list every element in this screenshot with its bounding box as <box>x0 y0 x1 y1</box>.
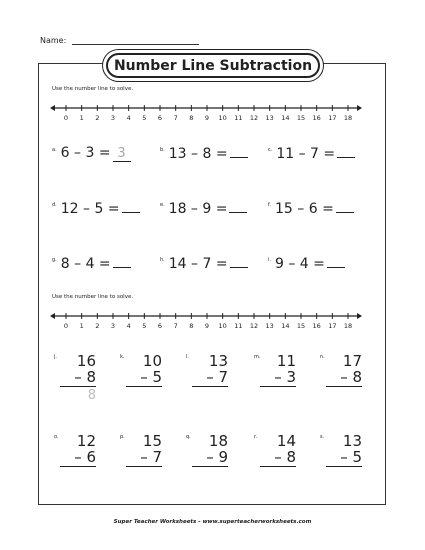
horizontal-problem <box>268 200 354 217</box>
number-line-1-tick-label: 0 <box>63 114 69 122</box>
number-line-1 <box>50 102 362 122</box>
answer-bar <box>60 466 96 467</box>
problem-expression: 15 – 6 = <box>275 201 334 217</box>
problem-label: d. <box>52 202 57 208</box>
subtrahend: – 7 <box>140 448 162 466</box>
number-line-2-tick-label: 13 <box>265 322 274 330</box>
number-line-2-tick-label: 7 <box>173 322 178 330</box>
minuend: 16 <box>76 352 96 370</box>
vertical-problem <box>120 352 166 408</box>
problem-expression: 8 – 4 = <box>60 256 111 272</box>
number-line-2-tick-label: 11 <box>234 322 243 330</box>
number-line-2-tick-label: 9 <box>204 322 210 330</box>
horizontal-problem <box>52 200 140 217</box>
subtrahend: – 9 <box>206 448 228 466</box>
vertical-problem <box>120 432 166 488</box>
number-line-1-arrow-right <box>357 105 362 111</box>
number-line-2-tick-label: 17 <box>328 322 337 330</box>
number-line-1-tick-label: 14 <box>281 114 290 122</box>
footer-credit: Super Teacher Worksheets - www.superteacherworksheets.com <box>113 519 312 525</box>
problem-expression: 14 – 7 = <box>168 256 228 272</box>
number-line-2 <box>50 310 362 330</box>
number-line-2-tick-label: 14 <box>281 322 290 330</box>
minuend: 10 <box>142 352 162 370</box>
problem-label: h. <box>160 257 165 263</box>
answer-blank[interactable] <box>113 255 131 268</box>
number-line-1-tick-label: 11 <box>234 114 243 122</box>
number-line-2-tick-label: 18 <box>343 322 353 330</box>
problem-label: c. <box>268 147 273 153</box>
subtrahend: – 5 <box>140 368 162 386</box>
problem-label: o. <box>54 434 59 440</box>
problem-label: b. <box>160 147 165 153</box>
number-line-1-tick-label: 8 <box>189 114 194 122</box>
problem-expression: 6 – 3 = <box>60 145 111 161</box>
number-line-1-tick-label: 3 <box>110 114 116 122</box>
subtrahend: – 7 <box>206 368 228 386</box>
vertical-problem <box>54 352 100 408</box>
instruction-1: Use the number line to solve. <box>52 86 134 92</box>
answer-blank[interactable] <box>336 200 354 213</box>
number-line-1-tick-label: 7 <box>173 114 178 122</box>
number-line-2-tick-label: 5 <box>142 322 147 330</box>
number-line-1-tick-label: 18 <box>343 114 353 122</box>
number-line-2-tick-label: 4 <box>126 322 131 330</box>
number-line-2-tick-label: 12 <box>249 322 259 330</box>
page-title: Number Line Subtraction <box>106 53 320 78</box>
problem-label: l. <box>186 354 189 360</box>
answer-bar <box>260 386 296 387</box>
answer-blank[interactable] <box>230 145 248 158</box>
answer-blank[interactable] <box>230 255 248 268</box>
answer-blank[interactable] <box>122 200 140 213</box>
problem-label: g. <box>52 257 57 263</box>
answer-bar <box>326 386 362 387</box>
horizontal-problem <box>268 145 355 162</box>
minuend: 18 <box>208 432 228 450</box>
answer-bar <box>192 466 228 467</box>
subtrahend: – 5 <box>340 448 362 466</box>
number-line-1-tick-label: 12 <box>249 114 259 122</box>
number-line-2-tick-label: 6 <box>157 322 163 330</box>
vertical-problem <box>254 432 300 488</box>
number-line-1-tick-label: 10 <box>218 114 227 122</box>
horizontal-problem <box>52 255 131 272</box>
vertical-problem <box>320 432 366 488</box>
answer-bar <box>126 466 162 467</box>
number-line-1-tick-label: 1 <box>79 114 84 122</box>
number-line-2-tick-label: 1 <box>79 322 84 330</box>
number-line-1-tick-label: 6 <box>157 114 163 122</box>
problem-expression: 12 – 5 = <box>60 201 120 217</box>
number-line-2-arrow-right <box>357 313 362 319</box>
number-line-1-tick-label: 4 <box>126 114 131 122</box>
horizontal-problem <box>160 255 248 272</box>
subtrahend: – 3 <box>274 368 296 386</box>
subtrahend: – 6 <box>74 448 96 466</box>
vertical-problem <box>186 352 232 408</box>
problem-label: q. <box>186 434 191 440</box>
problem-label: n. <box>320 354 325 360</box>
problem-label: k. <box>120 354 125 360</box>
problem-label: a. <box>52 147 57 153</box>
problem-label: r. <box>254 434 258 440</box>
answer-blank[interactable] <box>337 145 355 158</box>
number-line-1-tick-label: 15 <box>296 114 306 122</box>
subtrahend: – 8 <box>74 368 96 386</box>
answer-bar <box>192 386 228 387</box>
number-line-2-tick-label: 3 <box>110 322 116 330</box>
vertical-problem <box>254 352 300 408</box>
vertical-problem <box>320 352 366 408</box>
answer-blank[interactable]: 8 <box>87 388 96 403</box>
answer-bar <box>60 386 96 387</box>
problem-label: m. <box>254 354 261 360</box>
answer-bar <box>126 386 162 387</box>
problem-expression: 18 – 9 = <box>168 201 228 217</box>
horizontal-problem <box>160 145 248 162</box>
subtrahend: – 8 <box>340 368 362 386</box>
number-line-2-tick-label: 8 <box>189 322 194 330</box>
horizontal-problem <box>268 255 345 272</box>
number-line-1-tick-label: 13 <box>265 114 274 122</box>
number-line-1-arrow-left <box>50 105 55 111</box>
name-label: Name: <box>40 36 67 45</box>
number-line-2-tick-label: 16 <box>312 322 321 330</box>
answer-bar <box>260 466 296 467</box>
horizontal-problem <box>160 200 247 217</box>
number-line-1-tick-label: 16 <box>312 114 321 122</box>
minuend: 12 <box>76 432 96 450</box>
problem-label: f. <box>268 202 271 208</box>
problem-label: j. <box>54 354 57 360</box>
minuend: 13 <box>342 432 362 450</box>
number-line-2-tick-label: 0 <box>63 322 69 330</box>
problem-expression: 11 – 7 = <box>276 146 336 162</box>
minuend: 17 <box>342 352 362 370</box>
subtrahend: – 8 <box>274 448 296 466</box>
name-field-line[interactable] <box>72 44 199 45</box>
minuend: 11 <box>276 352 296 370</box>
problem-label: e. <box>160 202 165 208</box>
instruction-2: Use the number line to solve. <box>52 294 134 300</box>
problem-label: s. <box>320 434 325 440</box>
problem-expression: 13 – 8 = <box>168 146 228 162</box>
number-line-1-tick-label: 5 <box>142 114 147 122</box>
number-line-1-tick-label: 17 <box>328 114 337 122</box>
number-line-2-tick-label: 10 <box>218 322 227 330</box>
problem-label: p. <box>120 434 125 440</box>
answer-blank[interactable] <box>229 200 247 213</box>
answer-blank[interactable]: 3 <box>113 146 131 162</box>
problem-label: i. <box>268 257 271 263</box>
number-line-2-tick-label: 2 <box>95 322 100 330</box>
number-line-1-tick-label: 9 <box>204 114 210 122</box>
problem-expression: 9 – 4 = <box>274 256 325 272</box>
horizontal-problem <box>52 145 131 162</box>
minuend: 15 <box>142 432 162 450</box>
number-line-2-arrow-left <box>50 313 55 319</box>
vertical-problem <box>54 432 100 488</box>
number-line-1-tick-label: 2 <box>95 114 100 122</box>
answer-bar <box>326 466 362 467</box>
minuend: 14 <box>276 432 296 450</box>
vertical-problem <box>186 432 232 488</box>
minuend: 13 <box>208 352 228 370</box>
answer-blank[interactable] <box>327 255 345 268</box>
number-line-2-tick-label: 15 <box>296 322 306 330</box>
